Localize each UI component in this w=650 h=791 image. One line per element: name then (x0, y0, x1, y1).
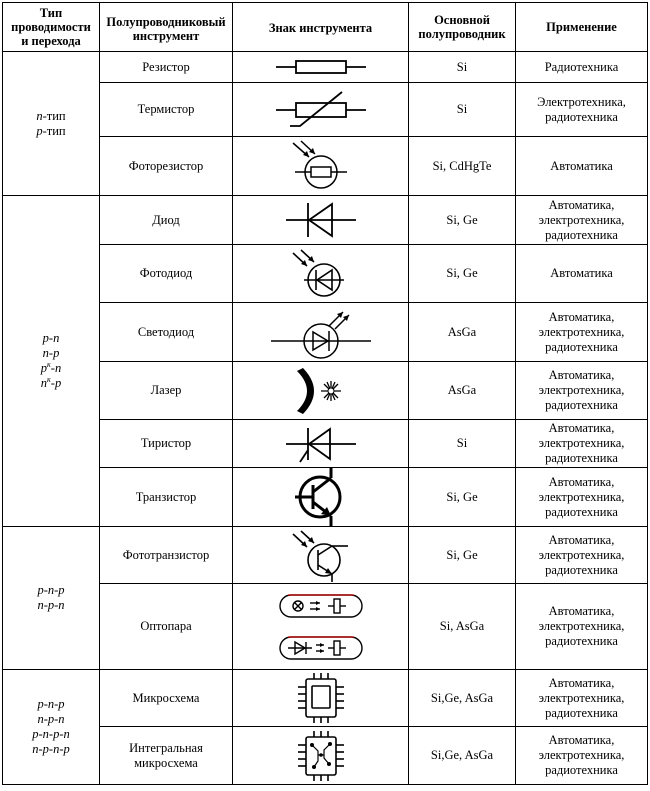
header-instrument (100, 3, 233, 52)
symbol-cell (233, 420, 409, 468)
table-row (3, 584, 648, 670)
symbol-cell (233, 362, 409, 420)
table-row (3, 196, 648, 245)
symbol-cell (233, 727, 409, 785)
conductivity-line: p-n (42, 331, 60, 345)
table-row (3, 420, 648, 468)
application-cell: Автоматика (516, 245, 648, 303)
application-cell: Автоматика, электротехника, радиотехника (516, 303, 648, 362)
diode-icon (286, 201, 356, 239)
semiconductor-cell: Si, Ge (409, 527, 516, 584)
thyristor-icon (286, 424, 356, 464)
semiconductor-cell: Si,Ge, AsGa (409, 727, 516, 785)
application-cell: Автоматика, электротехника, радиотехника (516, 527, 648, 584)
conductivity-line: p-n-p (37, 583, 65, 597)
semiconductor-cell: Si, CdHgTe (409, 137, 516, 196)
semiconductor-cell: Si,Ge, AsGa (409, 670, 516, 727)
resistor-icon (276, 57, 366, 77)
conductivity-line: n-p-n (37, 712, 65, 726)
thermistor-icon (276, 88, 366, 132)
table-row (3, 362, 648, 420)
conductivity-cell (3, 52, 100, 196)
conductivity-line: $n^к-p$ (40, 374, 62, 390)
header-text: Тип (39, 6, 63, 20)
table-row (3, 83, 648, 137)
application-cell: Электротехника, радиотехника (516, 83, 648, 137)
header-text: Применение (546, 20, 617, 34)
microchip-icon (296, 673, 346, 723)
phototransistor-icon (288, 528, 354, 582)
symbol-cell (233, 468, 409, 527)
header-text: Полупроводниковый (106, 15, 226, 29)
header-text: инструмент (132, 29, 200, 43)
semiconductor-cell: Si (409, 52, 516, 83)
symbol-cell (233, 527, 409, 584)
instrument-cell: Оптопара (100, 584, 233, 670)
led-icon (271, 304, 371, 360)
header-text: полупроводник (418, 27, 506, 41)
conductivity-line: p-тип (36, 123, 66, 138)
instrument-cell: Диод (100, 196, 233, 245)
instrument-cell: Резистор (100, 52, 233, 83)
photoresistor-icon (281, 139, 361, 193)
conductivity-cell (3, 196, 100, 527)
instrument-cell: Интегральная микросхема (100, 727, 233, 785)
header-symbol (233, 3, 409, 52)
instrument-cell: Лазер (100, 362, 233, 420)
application-cell: Автоматика, электротехника, радиотехника (516, 362, 648, 420)
instrument-cell: Фотодиод (100, 245, 233, 303)
application-cell: Автоматика, электротехника, радиотехника (516, 196, 648, 245)
symbol-cell (233, 584, 409, 670)
semiconductor-cell: Si (409, 420, 516, 468)
instrument-cell: Термистор (100, 83, 233, 137)
semiconductor-cell: AsGa (409, 303, 516, 362)
table-row (3, 727, 648, 785)
laser-icon (291, 367, 351, 415)
symbol-cell (233, 303, 409, 362)
conductivity-cell (3, 527, 100, 670)
application-cell: Автоматика, электротехника, радиотехника (516, 468, 648, 527)
symbol-cell (233, 245, 409, 303)
table-row (3, 137, 648, 196)
instrument-cell: Микросхема (100, 670, 233, 727)
semiconductor-cell: Si (409, 83, 516, 137)
instrument-cell: Тиристор (100, 420, 233, 468)
conductivity-line: n-тип (36, 108, 66, 123)
symbol-cell (233, 196, 409, 245)
symbol-cell (233, 670, 409, 727)
semiconductor-table (2, 2, 648, 785)
application-cell: Автоматика, электротехника, радиотехника (516, 727, 648, 785)
conductivity-line: p-n-p (37, 697, 65, 711)
semiconductor-cell: Si, AsGa (409, 584, 516, 670)
integrated-circuit-icon (296, 731, 346, 781)
transistor-icon (291, 468, 351, 526)
header-row (3, 3, 648, 52)
semiconductor-cell: Si, Ge (409, 245, 516, 303)
conductivity-line: n-p-n (37, 598, 65, 612)
conductivity-line: n-p-n-p (32, 742, 70, 756)
header-text: проводимости (11, 20, 91, 34)
application-cell: Радиотехника (516, 52, 648, 83)
header-conductivity (3, 3, 100, 52)
table-row (3, 52, 648, 83)
semiconductor-cell: Si, Ge (409, 196, 516, 245)
semiconductor-cell: AsGa (409, 362, 516, 420)
application-cell: Автоматика, электротехника, радиотехника (516, 584, 648, 670)
table-row (3, 527, 648, 584)
table-row (3, 670, 648, 727)
photodiode-icon (288, 247, 354, 301)
conductivity-line: p-n-p-n (32, 727, 70, 741)
application-cell: Автоматика, электротехника, радиотехника (516, 670, 648, 727)
table-row (3, 245, 648, 303)
application-cell: Автоматика (516, 137, 648, 196)
application-cell: Автоматика, электротехника, радиотехника (516, 420, 648, 468)
symbol-cell (233, 52, 409, 83)
instrument-cell: Фототранзистор (100, 527, 233, 584)
semiconductor-cell: Si, Ge (409, 468, 516, 527)
header-text: Знак инструмента (268, 21, 373, 35)
header-semiconductor (409, 3, 516, 52)
conductivity-line: n-p (42, 346, 60, 360)
table-row (3, 303, 648, 362)
optocoupler-icon (276, 589, 366, 665)
header-text: Основной (434, 13, 490, 27)
header-text: и перехода (21, 34, 81, 48)
header-application (516, 3, 648, 52)
table-row (3, 468, 648, 527)
conductivity-line: $p^к-n$ (40, 359, 62, 375)
conductivity-cell (3, 670, 100, 785)
symbol-cell (233, 83, 409, 137)
instrument-cell: Фоторезистор (100, 137, 233, 196)
symbol-cell (233, 137, 409, 196)
instrument-cell: Транзистор (100, 468, 233, 527)
instrument-cell: Светодиод (100, 303, 233, 362)
